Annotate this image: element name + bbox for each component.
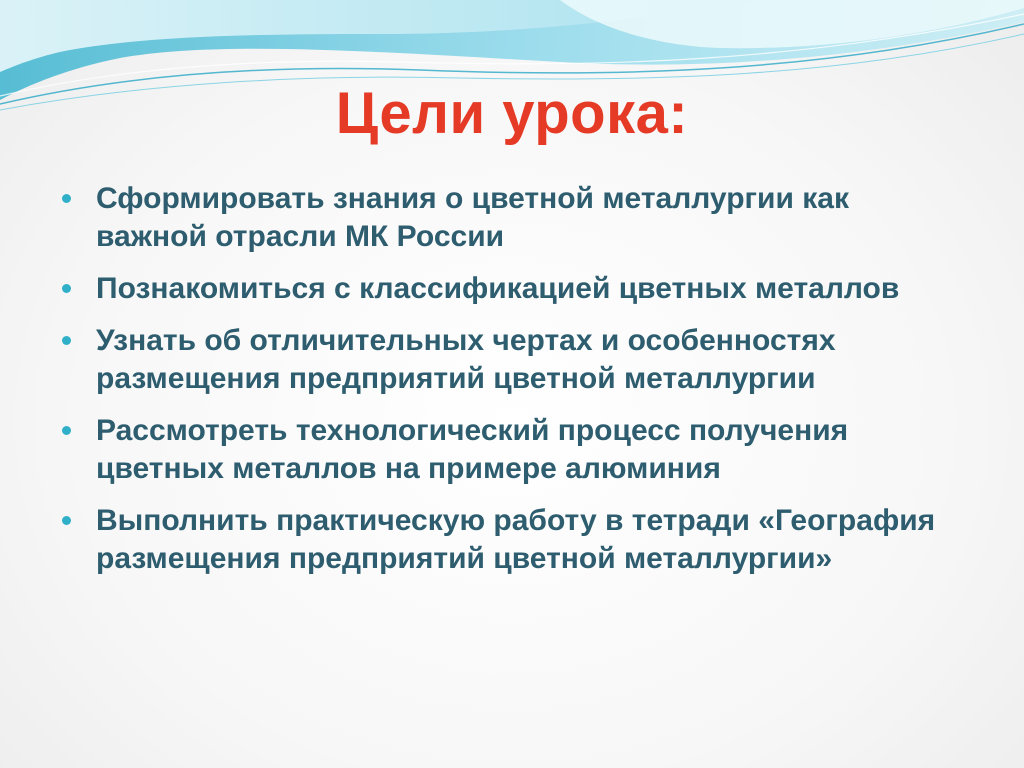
list-item-text: Узнать об отличительных чертах и особенностях размещения предприятий цветной металлургии [96,324,836,395]
list-item [62,270,962,308]
bullet-dot-icon [62,194,71,203]
bullet-dot-icon [62,516,71,525]
list-item-text: Сформировать знания о цветной металлургии как важной отрасли МК России [96,182,849,253]
bullet-dot-icon [62,284,71,293]
bullet-dot-icon [62,426,71,435]
list-item-text: Выполнить практическую работу в тетради «География размещения предприятий цветной металлургии» [96,504,936,575]
slide-title: Цели урока: [335,81,689,146]
list-item-text: Рассмотреть технологический процесс получения цветных металлов на примере алюминия [96,414,849,485]
list-item-text: Познакомиться с классификацией цветных металлов [96,272,900,305]
list-item [62,322,962,398]
list-item [62,502,962,578]
list-item [62,180,962,256]
goals-list [62,180,962,592]
list-item [62,412,962,488]
bullet-dot-icon [62,336,71,345]
